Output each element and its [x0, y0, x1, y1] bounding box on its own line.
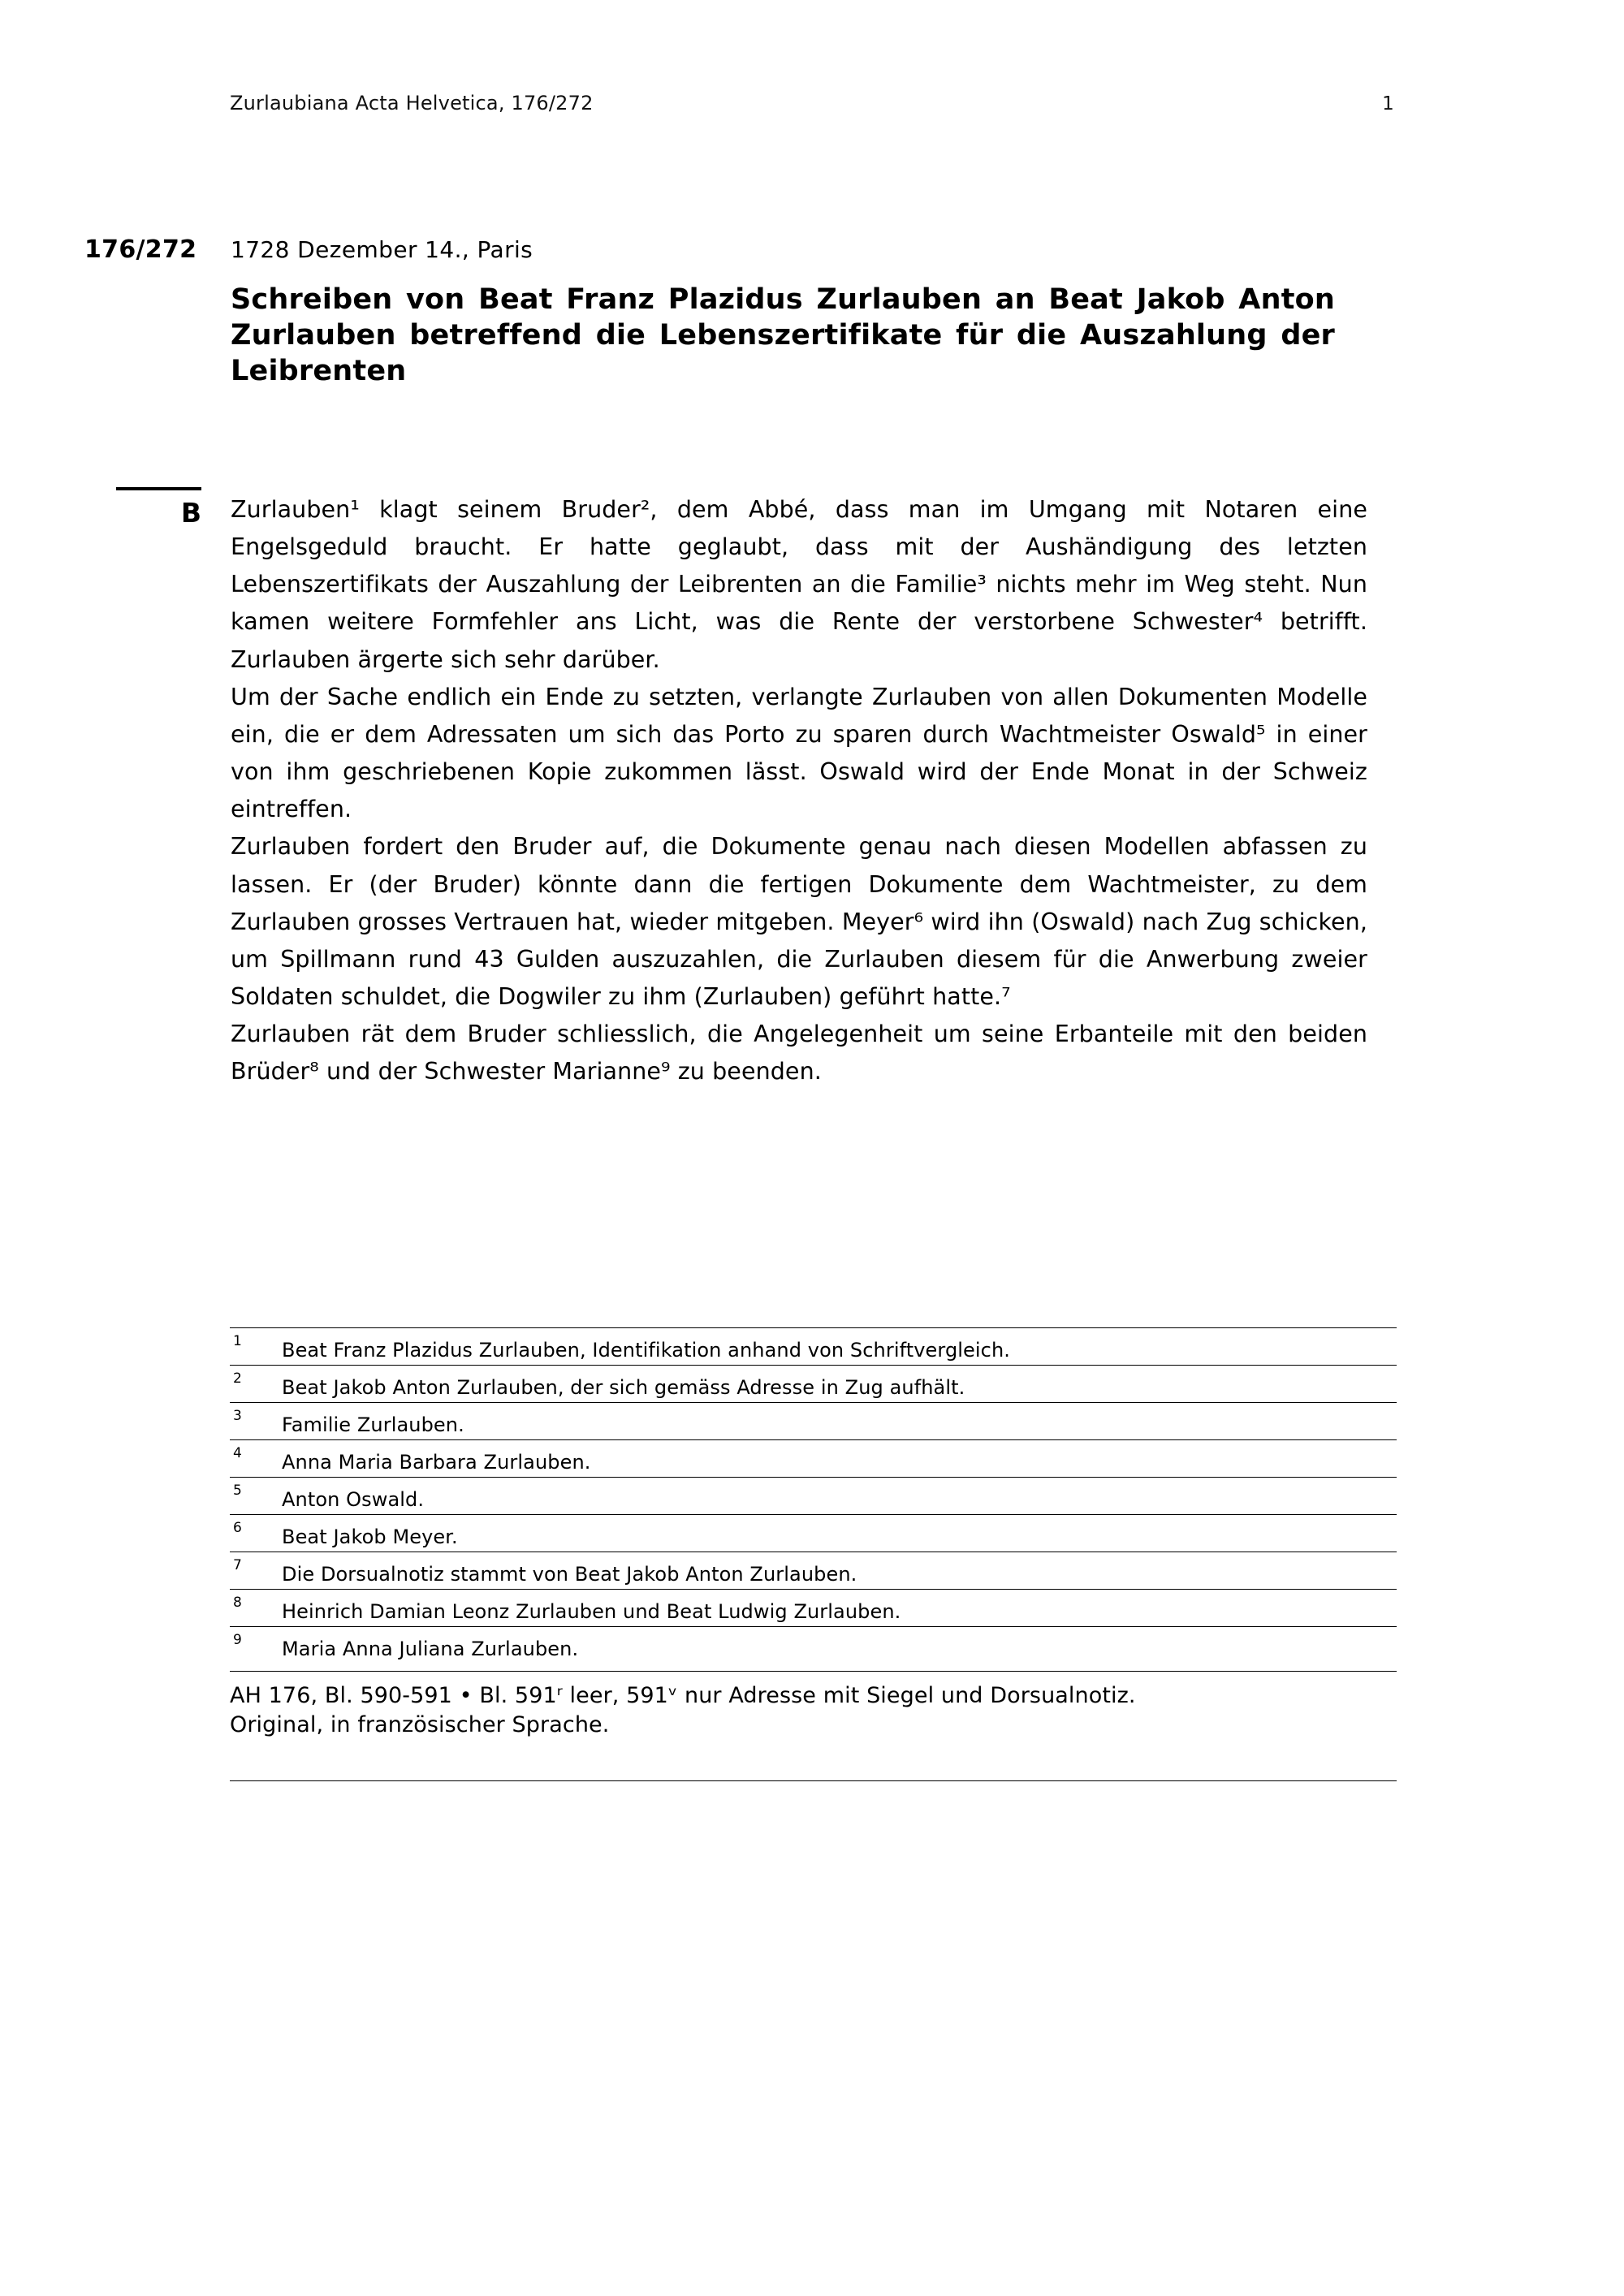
document-heading-line: [84, 235, 1400, 264]
footnote-text: Anton Oswald.: [282, 1488, 425, 1511]
regest-paragraph: Um der Sache endlich ein Ende zu setzten, verlangte Zurlauben von allen Dokumenten Modelle ein, die er dem Adressaten um sich das Porto zu sparen durch Wachtmeister Oswald⁵ in einer von ihm geschriebenen Kopie zukommen lässt. Oswald wird der Ende Monat in der Schweiz eintreffen.: [231, 683, 1367, 823]
footnote-number: 9: [233, 1632, 242, 1648]
footnote-item: [230, 1552, 1397, 1589]
footnote-text: Maria Anna Juliana Zurlauben.: [282, 1638, 579, 1660]
footnote-item: [230, 1402, 1397, 1439]
footnote-number: 6: [233, 1520, 242, 1536]
source-bottom-divider: [230, 1780, 1397, 1781]
regest-marker: B: [180, 497, 201, 529]
footnote-item: [230, 1365, 1397, 1402]
footnote-number: 7: [233, 1557, 242, 1573]
footnote-text: Beat Jakob Anton Zurlauben, der sich gemäss Adresse in Zug aufhält.: [282, 1376, 965, 1399]
footnote-text: Anna Maria Barbara Zurlauben.: [282, 1451, 591, 1474]
footnote-number: 8: [233, 1595, 242, 1611]
footnote-item: [230, 1514, 1397, 1552]
source-line-language: Original, in französischer Sprache.: [230, 1711, 610, 1737]
footnote-item: [230, 1626, 1397, 1664]
regest-paragraph: Zurlauben¹ klagt seinem Bruder², dem Abbé, dass man im Umgang mit Notaren eine Engelsgeduld braucht. Er hatte geglaubt, dass mit der Aushändigung des letzten Lebenszertifikats der Auszahlung der Leibrenten an die Familie³ nichts mehr im Weg steht. Nun kamen weitere Formfehler ans Licht, was die Rente der verstorbene Schwester⁴ betrifft. Zurlauben ärgerte sich sehr darüber.: [231, 496, 1367, 673]
footnote-number: 4: [233, 1445, 242, 1461]
footnote-number: 5: [233, 1482, 242, 1499]
page-title: Schreiben von Beat Franz Plazidus Zurlauben an Beat Jakob Anton Zurlauben betreffend die Lebenszertifikate für die Auszahlung der Leibrenten: [231, 283, 1335, 388]
regest-paragraph: Zurlauben fordert den Bruder auf, die Dokumente genau nach diesen Modellen abfassen zu lassen. Er (der Bruder) könnte dann die fertigen Dokumente dem Wachtmeister, zu dem Zurlauben grosses Vertrauen hat, wieder mitgeben. Meyer⁶ wird ihn (Oswald) nach Zug schicken, um Spillmann rund 43 Gulden auszuzahlen, die Zurlauben diesem für die Anwerbung zweier Soldaten schuldet, die Dogwiler zu ihm (Zurlauben) geführt hatte.⁷: [231, 833, 1367, 1011]
footnote-number: 3: [233, 1408, 242, 1424]
footnote-text: Beat Jakob Meyer.: [282, 1526, 458, 1548]
footnote-item: [230, 1327, 1397, 1365]
footnote-list: [230, 1327, 1397, 1664]
footnote-text: Familie Zurlauben.: [282, 1413, 464, 1436]
running-header-title: Zurlaubiana Acta Helvetica, 176/272: [230, 92, 594, 114]
regest-block: [84, 491, 1400, 1091]
regest-divider: [116, 487, 201, 490]
footnote-item: [230, 1589, 1397, 1626]
document-id: 176/272: [84, 235, 197, 264]
source-line-signature: AH 176, Bl. 590-591 • Bl. 591ʳ leer, 591ᵛ nur Adresse mit Siegel und Dorsualnotiz.: [230, 1683, 1136, 1708]
document-date-place: 1728 Dezember 14., Paris: [231, 236, 533, 263]
document-heading: [84, 235, 1400, 389]
footnote-text: Beat Franz Plazidus Zurlauben, Identifikation anhand von Schriftvergleich.: [282, 1339, 1011, 1362]
running-header: [230, 92, 1394, 114]
footnote-number: 2: [233, 1370, 242, 1387]
regest-paragraph: Zurlauben rät dem Bruder schliesslich, die Angelegenheit um seine Erbanteile mit den beiden Brüder⁸ und der Schwester Marianne⁹ zu beenden.: [231, 1021, 1367, 1085]
footnote-number: 1: [233, 1333, 242, 1349]
footnote-text: Heinrich Damian Leonz Zurlauben und Beat Ludwig Zurlauben.: [282, 1600, 901, 1623]
footnote-item: [230, 1439, 1397, 1477]
footnote-item: [230, 1477, 1397, 1514]
footnote-text: Die Dorsualnotiz stammt von Beat Jakob Anton Zurlauben.: [282, 1563, 857, 1586]
page-number: 1: [1382, 93, 1394, 114]
source-note: [230, 1671, 1397, 1739]
regest-text: [231, 491, 1367, 1091]
